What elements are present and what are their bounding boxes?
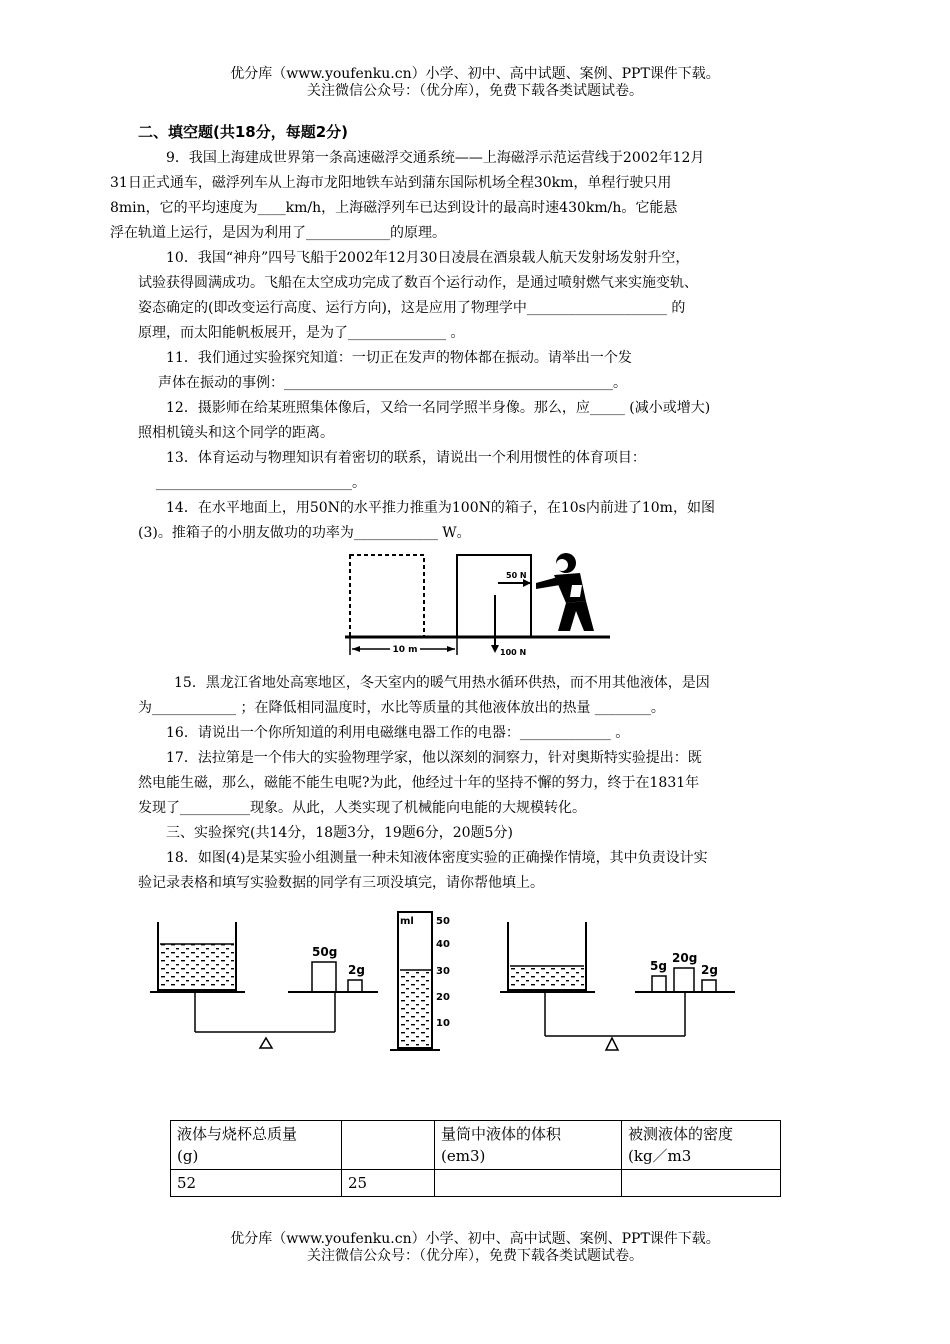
header-text: 被测液体的密度 (628, 1125, 734, 1143)
exam-content-2 (138, 671, 814, 896)
header-text: (em3) (441, 1147, 486, 1165)
header-line-2: 关注微信公众号：（优分库），免费下载各类试题试卷。 (307, 83, 643, 99)
liquid-2 (510, 966, 584, 988)
footer-line-2: 关注微信公众号：（优分库），免费下载各类试题试卷。 (307, 1248, 643, 1264)
q12-line: 12．摄影师在给某班照集体像后，又给一名同学照半身像。那么，应_____ (减小或增大) (166, 400, 711, 416)
table-header-cell-blank[interactable] (342, 1121, 435, 1170)
q18-line: 18．如图(4)是某实验小组测量一种未知液体密度实验的正确操作情境，其中负责设计实 (166, 850, 708, 866)
q17-line: 发现了__________现象。从此，人类实现了机械能向电能的大规模转化。 (138, 800, 586, 816)
arrow-head (523, 579, 531, 587)
record-table (170, 1120, 781, 1197)
header-line-1: 优分库（www.youfenku.cn）小学、初中、高中试题、案例、PPT课件下载。 (230, 66, 720, 82)
header-text: (g) (177, 1147, 199, 1165)
footer-line-1: 优分库（www.youfenku.cn）小学、初中、高中试题、案例、PPT课件下载。 (230, 1231, 720, 1247)
question-10 (138, 246, 814, 346)
q13-line: 13．体育运动与物理知识有着密切的联系，请说出一个利用惯性的体育项目： (166, 450, 646, 466)
q15-line: 15．黑龙江省地处高寒地区，冬天室内的暖气用热水循环供热，而不用其他液体，是因 (174, 675, 710, 691)
q18-line: 验记录表格和填写实验数据的同学有三项没填完，请你帮他填上。 (138, 875, 544, 891)
tick-label: 20 (436, 992, 450, 1003)
fulcrum (606, 1038, 618, 1050)
distance-label: 10 m (392, 645, 418, 655)
q10-line: 试验获得圆满成功。飞船在太空成功完成了数百个运行动作，是通过喷射燃气来实施变轨、 (138, 275, 698, 291)
tick-label: 50 (436, 916, 450, 927)
cylinder-unit: ml (400, 916, 414, 927)
graduated-cylinder (390, 912, 450, 1050)
section-3-title-text: 三、实验探究(共14分，18题3分，19题6分，20题5分) (166, 825, 513, 841)
weight-label: 5g (650, 959, 667, 973)
question-9 (110, 146, 814, 246)
question-11 (138, 346, 814, 396)
arrow-head (491, 645, 499, 653)
figure-4-density-experiment (150, 910, 800, 1060)
q13-line: ____________________________。 (156, 475, 366, 491)
question-13 (138, 446, 814, 496)
header-text: 量筒中液体的体积 (441, 1125, 562, 1143)
table-row (171, 1170, 781, 1197)
child-pushing (536, 553, 594, 631)
q10-line: 10．我国“神舟”四号飞船于2002年12月30日凌晨在酒泉载人航天发射场发射升空， (166, 250, 690, 266)
table-header-cell (435, 1121, 622, 1170)
weight-label: 2g (701, 963, 718, 977)
question-18 (138, 846, 814, 896)
table-header-row (171, 1121, 781, 1170)
tick-label: 40 (436, 939, 450, 950)
question-16 (138, 721, 814, 746)
weight-50g (312, 962, 336, 992)
weight-label: 20g (672, 951, 698, 965)
page-footer (0, 1231, 950, 1265)
q9-line: 8min，它的平均速度为____km/h，上海磁浮列车已达到设计的最高时速430km/h。它能悬 (110, 200, 678, 216)
q12-line: 照相机镜头和这个同学的距离。 (138, 425, 334, 441)
q11-line: 声体在振动的事例：_______________________________________________。 (158, 375, 627, 391)
question-14 (138, 496, 814, 546)
q15-line: 为____________ ；在降低相同温度时，水比等质量的其他液体放出的热量 ________。 (138, 700, 665, 716)
box-start-outline (350, 555, 424, 637)
q10-line: 原理，而太阳能帆板展开，是为了______________ 。 (138, 325, 465, 341)
table-cell: 52 (171, 1170, 342, 1197)
section-3-title (138, 821, 814, 846)
weight-label: 100 N (500, 648, 527, 657)
q9-line: 浮在轨道上运行，是因为利用了____________的原理。 (110, 225, 446, 241)
balance-2 (500, 922, 735, 1050)
table-cell-blank[interactable] (435, 1170, 622, 1197)
arrow-head (447, 646, 455, 652)
cylinder-liquid (400, 970, 430, 1046)
table-cell-blank[interactable] (622, 1170, 781, 1197)
header-text: (kg／m3 (628, 1147, 692, 1165)
tick-label: 30 (436, 966, 450, 977)
page-header (0, 66, 950, 100)
push-label: 50 N (506, 571, 527, 580)
question-15 (138, 671, 814, 721)
weight-5g (652, 976, 666, 992)
weight-2g (348, 980, 362, 992)
tick-label: 10 (436, 1018, 450, 1029)
weight-label: 2g (348, 963, 365, 977)
weight-label: 50g (312, 945, 338, 959)
q9-line: 9．我国上海建成世界第一条高速磁浮交通系统——上海磁浮示范运营线于2002年12月 (166, 150, 705, 166)
q11-line: 11．我们通过实验探究知道：一切正在发声的物体都在振动。请举出一个发 (166, 350, 632, 366)
q17-line: 17．法拉第是一个伟大的实验物理学家，他以深刻的洞察力，针对奥斯特实验提出：既 (166, 750, 702, 766)
liquid-1 (160, 944, 234, 988)
fulcrum (260, 1038, 272, 1048)
q10-line: 姿态确定的(即改变运行高度、运行方向)，这是应用了物理学中____________________ 的 (138, 300, 686, 316)
section-2-title: 二、填空题(共18分，每题2分) (138, 123, 349, 141)
q9-line: 31日正式通车，磁浮列车从上海市龙阳地铁车站到蒲东国际机场全程30km，单程行驶只用 (110, 175, 672, 191)
weight-20g (674, 968, 694, 992)
weight-2g (702, 980, 716, 992)
q16-line: 16．请说出一个你所知道的利用电磁继电器工作的电器：_____________ 。 (166, 725, 630, 741)
balance-1 (150, 922, 378, 1048)
q14-line: 14．在水平地面上，用50N的水平推力推重为100N的箱子，在10s内前进了10m，如图 (166, 500, 715, 516)
exam-content (110, 120, 814, 546)
question-12 (138, 396, 814, 446)
q17-line: 然电能生磁，那么，磁能不能生电呢?为此，他经过十年的坚持不懈的努力，终于在1831年 (138, 775, 700, 791)
table-cell: 25 (342, 1170, 435, 1197)
table-header-cell (622, 1121, 781, 1170)
arrow-head (352, 646, 360, 652)
table-header-cell (171, 1121, 342, 1170)
question-17 (138, 746, 814, 821)
q14-line: (3)。推箱子的小朋友做功的功率为____________ W。 (138, 525, 471, 541)
figure-3-push-box (340, 545, 610, 660)
header-text: 液体与烧杯总质量 (177, 1125, 298, 1143)
